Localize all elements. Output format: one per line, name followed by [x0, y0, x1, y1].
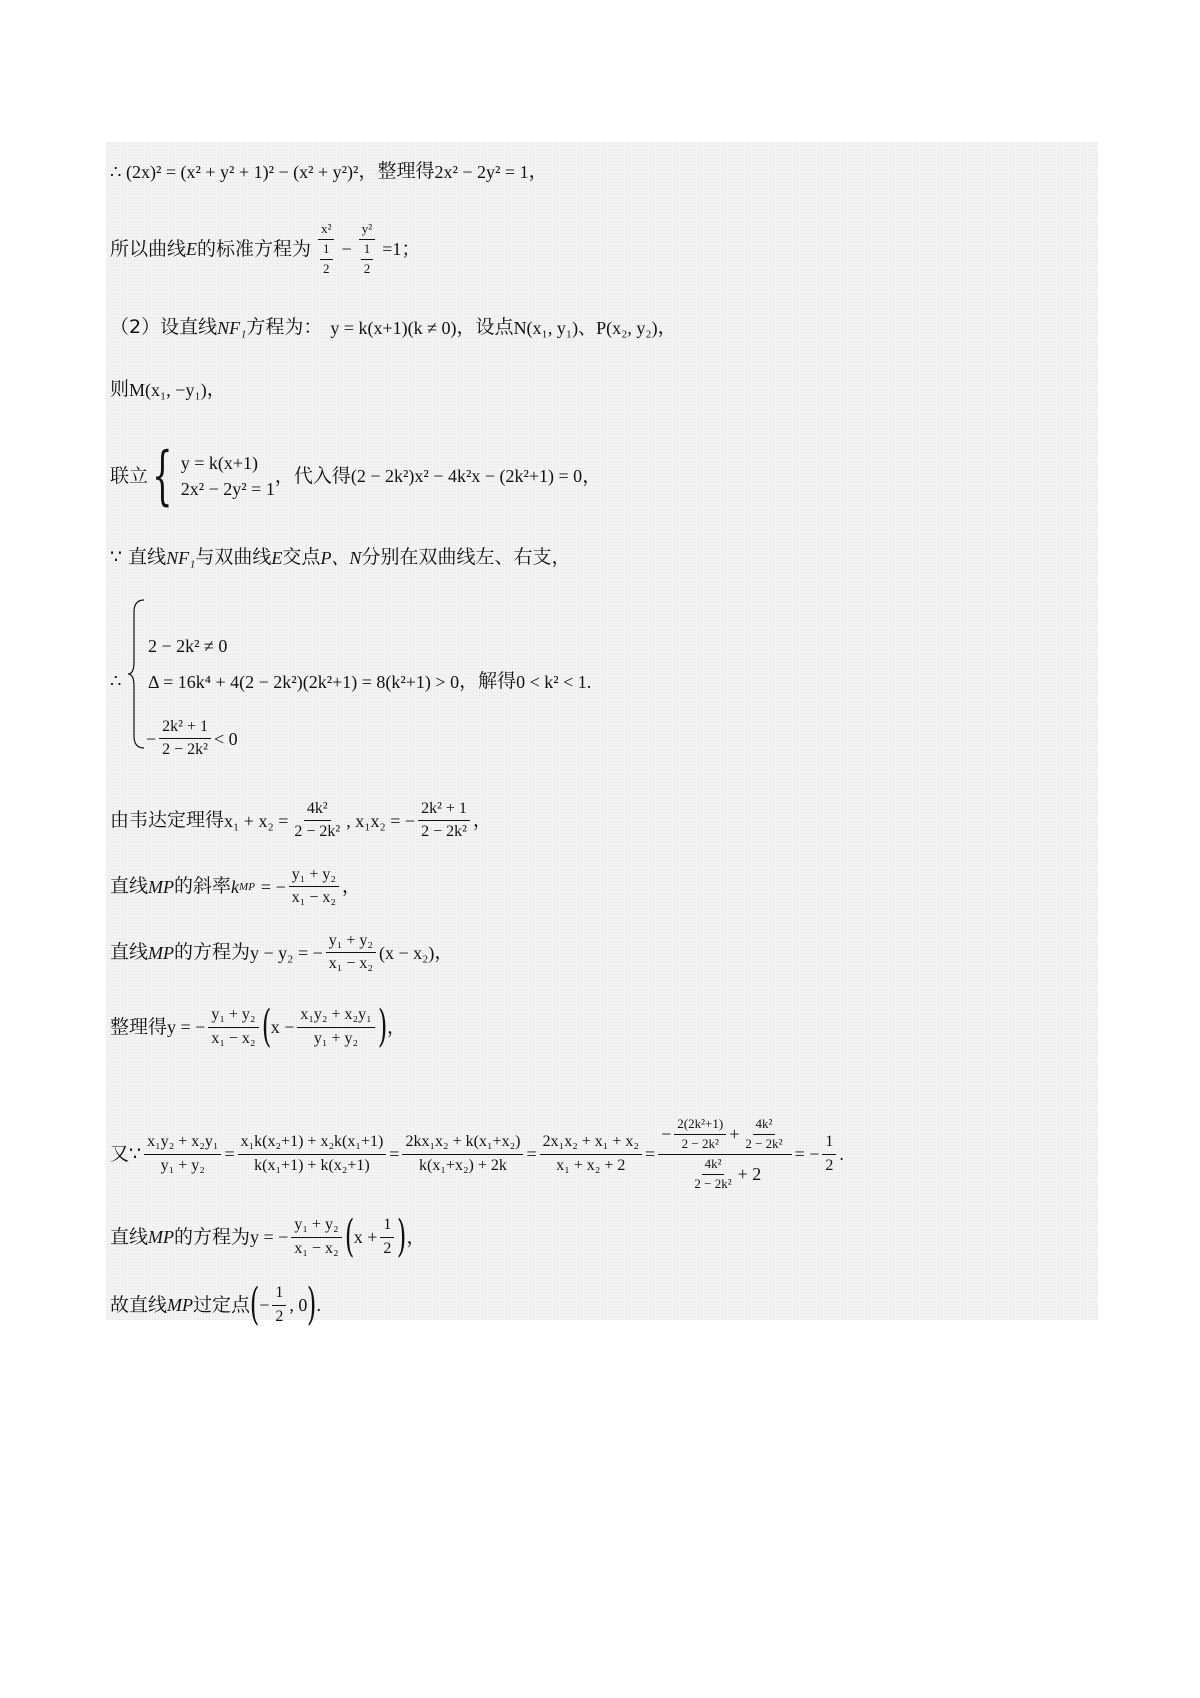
frac-den: 2 − 2k²: [745, 1135, 783, 1151]
text-solve: ，解得: [459, 670, 517, 692]
branch-condition-line: [110, 548, 570, 567]
text-line: 直线: [110, 1225, 149, 1248]
condition-1: 2 − 2k² ≠ 0: [148, 636, 228, 656]
final-equation-line: [110, 1211, 426, 1262]
frac-num: x₁y₂ + x₂y₁: [297, 1006, 374, 1027]
frac-num: 2k² + 1: [159, 718, 211, 739]
frac-num: y²: [359, 222, 375, 240]
frac-den: 2 − 2k²: [681, 1135, 719, 1151]
line-NF1: NF₁: [217, 317, 247, 338]
fraction-intercept: [297, 1006, 374, 1048]
op: −: [341, 239, 352, 260]
slope-k: k: [231, 876, 240, 897]
fraction-step-2: [238, 1133, 387, 1175]
frac-den: k(x₁+x₂) + 2k: [419, 1156, 507, 1174]
text-intersection: 交点: [282, 546, 321, 568]
frac-half: [361, 242, 374, 277]
point-slope-rhs: (x − x₂): [378, 942, 435, 963]
fraction-slope: [291, 1216, 341, 1258]
text-left-right-branches: 分别在双曲线左、右支，: [361, 546, 571, 568]
points-N-P: N(x₁, y₁)、P(x₂, y₂): [513, 317, 658, 338]
text-standard-equation: 的标准方程为: [197, 237, 312, 260]
frac-den: [685, 1155, 764, 1192]
fraction-step-5: [658, 1117, 791, 1192]
sub-fraction: [742, 1117, 785, 1152]
text-set-points: ，设点: [456, 316, 514, 338]
frac-num: 1: [320, 242, 333, 260]
fixed-point-line: [110, 1279, 322, 1330]
fraction-step-1: [144, 1133, 221, 1175]
op: −: [661, 1124, 672, 1145]
discriminant: Δ = 16k⁴ + 4(2 − 2k²)(2k²+1) = 8(k²+1) > 0: [148, 671, 460, 692]
line-MP: MP: [148, 1227, 175, 1247]
op: = −: [794, 1144, 820, 1165]
op: −: [146, 728, 157, 749]
sub-fraction: [674, 1117, 726, 1152]
system-row-2: 2x² − 2y² = 1: [180, 479, 275, 499]
text-simplify: ，整理得: [358, 160, 435, 182]
frac-num: 4k²: [753, 1117, 776, 1135]
line-equation: y = k(x+1)(k ≠ 0): [330, 317, 457, 338]
frac-den: 2 − 2k²: [162, 741, 208, 759]
frac-num: 2(2k²+1): [674, 1117, 726, 1135]
punct: ，: [657, 316, 677, 338]
frac-den: [355, 240, 380, 277]
frac-num: 2x₁x₂ + x₁ + x₂: [540, 1133, 642, 1154]
value: 1: [392, 239, 402, 260]
identity-equation: ∴ (2x)² = (x² + y² + 1)² − (x² + y²)²: [110, 161, 359, 182]
text-because-line: ∵ 直线: [110, 546, 167, 568]
punct: ，: [406, 1225, 426, 1248]
frac-den: x₁ − x₂: [328, 955, 373, 973]
fraction-step-4: [540, 1133, 642, 1175]
frac-num: 1: [361, 242, 374, 260]
frac-num: x₁k(x₂+1) + x₂k(x₁+1): [238, 1133, 387, 1154]
punct: ，: [341, 875, 361, 898]
op: =: [382, 239, 393, 260]
text-slope: 的斜率: [174, 875, 232, 898]
punct: ，: [434, 941, 454, 964]
point-M-line: [110, 380, 226, 399]
frac-num: y₁ + y₂: [326, 932, 376, 953]
frac-num: y₁ + y₂: [208, 1006, 258, 1027]
equation-line-1: [110, 162, 548, 181]
x-minus: x −: [270, 1017, 295, 1037]
line-NF1: NF₁: [166, 547, 196, 568]
curve-E: E: [271, 547, 283, 568]
left-brace: {: [152, 439, 173, 513]
left-paren: (: [344, 1211, 354, 1262]
fraction-y2-over-half: [355, 222, 380, 277]
frac-den: 2 − 2k²: [294, 823, 341, 841]
sum-lhs: x₁ + x₂ =: [224, 810, 289, 831]
punct: ，: [206, 378, 226, 400]
frac-den: 2 − 2k²: [694, 1175, 732, 1191]
curve-E: E: [186, 239, 198, 260]
frac-num: x₁y₂ + x₂y₁: [144, 1133, 221, 1154]
frac-num: 4k²: [304, 800, 331, 821]
point-y: , 0: [289, 1295, 308, 1315]
frac-den: 2: [383, 1239, 392, 1257]
frac-num: x²: [318, 222, 334, 240]
frac-den: x₁ + x₂ + 2: [556, 1156, 626, 1174]
frac-den: 2: [825, 1156, 834, 1174]
frac-num: 4k²: [702, 1157, 725, 1175]
points-P-N: P、N: [320, 547, 362, 568]
fraction-slope: [289, 866, 339, 908]
text-equation-is: 的方程为: [174, 941, 251, 964]
op: −: [259, 1295, 270, 1315]
fraction-product: [159, 718, 211, 760]
text-and-hyperbola: 与双曲线: [195, 546, 272, 568]
point-slope-lhs: y − y₂ = −: [250, 942, 323, 963]
punct: ，: [386, 1015, 406, 1038]
fraction-step-3: [402, 1133, 523, 1175]
x-plus: x +: [353, 1227, 378, 1247]
frac-num: 2k² + 1: [418, 800, 470, 821]
text-combine: 联立: [110, 464, 149, 487]
op: = −: [260, 876, 286, 897]
frac-den: 2 − 2k²: [421, 823, 467, 841]
frac-den: x₁ − x₂: [294, 1239, 339, 1257]
text-equation-is: 方程为：: [246, 316, 323, 338]
left-paren: (: [249, 1279, 260, 1330]
frac-num: [658, 1117, 791, 1155]
quadratic-equation: (2 − 2k²)x² − 4k²x − (2k²+1) = 0: [350, 466, 583, 486]
op: y = −: [167, 1017, 206, 1037]
fraction-product: [418, 800, 470, 842]
fraction-slope: [326, 932, 376, 974]
text-part2: （2）设直线: [110, 316, 218, 338]
frac-den: x₁ − x₂: [291, 889, 336, 907]
frac-num: 1: [272, 1284, 286, 1305]
intercept-computation: [110, 1117, 844, 1192]
text-so-curve: 所以曲线: [110, 237, 187, 260]
product-lhs: , x₁x₂ = −: [346, 810, 416, 831]
text-substitute: ，代入得: [274, 464, 351, 487]
frac-den: 2: [363, 260, 371, 276]
frac-den: 2: [275, 1307, 284, 1325]
punct: ，: [582, 464, 602, 487]
text-equation-is: 的方程为: [174, 1225, 251, 1248]
frac-num: 2kx₁x₂ + k(x₁+x₂): [402, 1133, 523, 1154]
op: =: [224, 1144, 235, 1165]
op: =: [389, 1144, 400, 1165]
right-paren: ): [377, 1001, 387, 1052]
condition-row-2: [148, 672, 591, 691]
text-also-because: 又∵: [110, 1142, 142, 1165]
therefore-symbol: [110, 672, 121, 690]
left-paren: (: [261, 1001, 271, 1052]
line-MP-equation: [110, 932, 453, 974]
right-paren: ): [307, 1279, 317, 1330]
fraction-half: [380, 1216, 394, 1258]
frac-den: [314, 240, 339, 277]
point-M: M(x₁, −y₁): [129, 379, 207, 400]
fraction-minus-half: [822, 1133, 836, 1175]
system-row-1: y = k(x+1): [180, 453, 259, 473]
punct: .: [839, 1144, 844, 1165]
system-rows: [181, 454, 275, 498]
text-so-line: 故直线: [110, 1293, 168, 1316]
text-then: 则: [110, 378, 130, 400]
frac-den: y₁ + y₂: [160, 1156, 205, 1174]
rearranged-line: [110, 1001, 406, 1052]
frac-num: y₁ + y₂: [289, 866, 339, 887]
op: =: [644, 1144, 656, 1165]
punct: ，: [528, 160, 548, 182]
punct: .: [316, 1295, 322, 1315]
slope-sub: MP: [239, 880, 255, 893]
right-paren: ): [397, 1211, 407, 1262]
line-MP: MP: [148, 942, 175, 963]
line-MP: MP: [148, 876, 175, 897]
vieta-line: [110, 800, 492, 842]
text-rearrange: 整理得: [110, 1015, 168, 1038]
frac-den: y₁ + y₂: [313, 1029, 359, 1047]
sub-fraction: [691, 1157, 734, 1192]
op: y = −: [250, 1227, 289, 1247]
fraction-sum: [291, 800, 343, 842]
fraction-x2-over-half: [314, 222, 339, 277]
frac-den: k(x₁+1) + k(x₂+1): [254, 1156, 370, 1174]
system-line: [110, 439, 602, 513]
text-vieta: 由韦达定理得: [110, 809, 225, 832]
punct: ；: [401, 237, 421, 260]
frac-num: 1: [380, 1216, 394, 1237]
frac-den: x₁ − x₂: [211, 1029, 256, 1047]
op: +: [729, 1124, 740, 1145]
slope-line: [110, 866, 361, 908]
standard-equation-line: [110, 222, 420, 277]
condition-brace: [128, 598, 146, 750]
frac-half: [320, 242, 333, 277]
line-setup: [110, 318, 677, 337]
k-range: 0 < k² < 1.: [516, 671, 592, 692]
condition-row-1: [148, 637, 227, 655]
fraction-slope: [208, 1006, 258, 1048]
text-line: 直线: [110, 941, 149, 964]
condition-row-3: [146, 718, 238, 760]
frac-num: 1: [822, 1133, 836, 1154]
op: =: [526, 1144, 537, 1165]
fraction-half: [272, 1284, 286, 1326]
punct: ，: [472, 809, 492, 832]
therefore: ∴: [110, 671, 122, 691]
text-passes-fixed-point: 过定点: [193, 1293, 251, 1316]
condition-3-lt: < 0: [213, 728, 238, 749]
simplified-equation: 2x² − 2y² = 1: [434, 161, 529, 182]
line-MP: MP: [167, 1295, 194, 1315]
frac-den: 2: [323, 260, 330, 276]
frac-num: y₁ + y₂: [291, 1216, 341, 1237]
op: + 2: [737, 1163, 762, 1184]
text-line: 直线: [110, 875, 149, 898]
